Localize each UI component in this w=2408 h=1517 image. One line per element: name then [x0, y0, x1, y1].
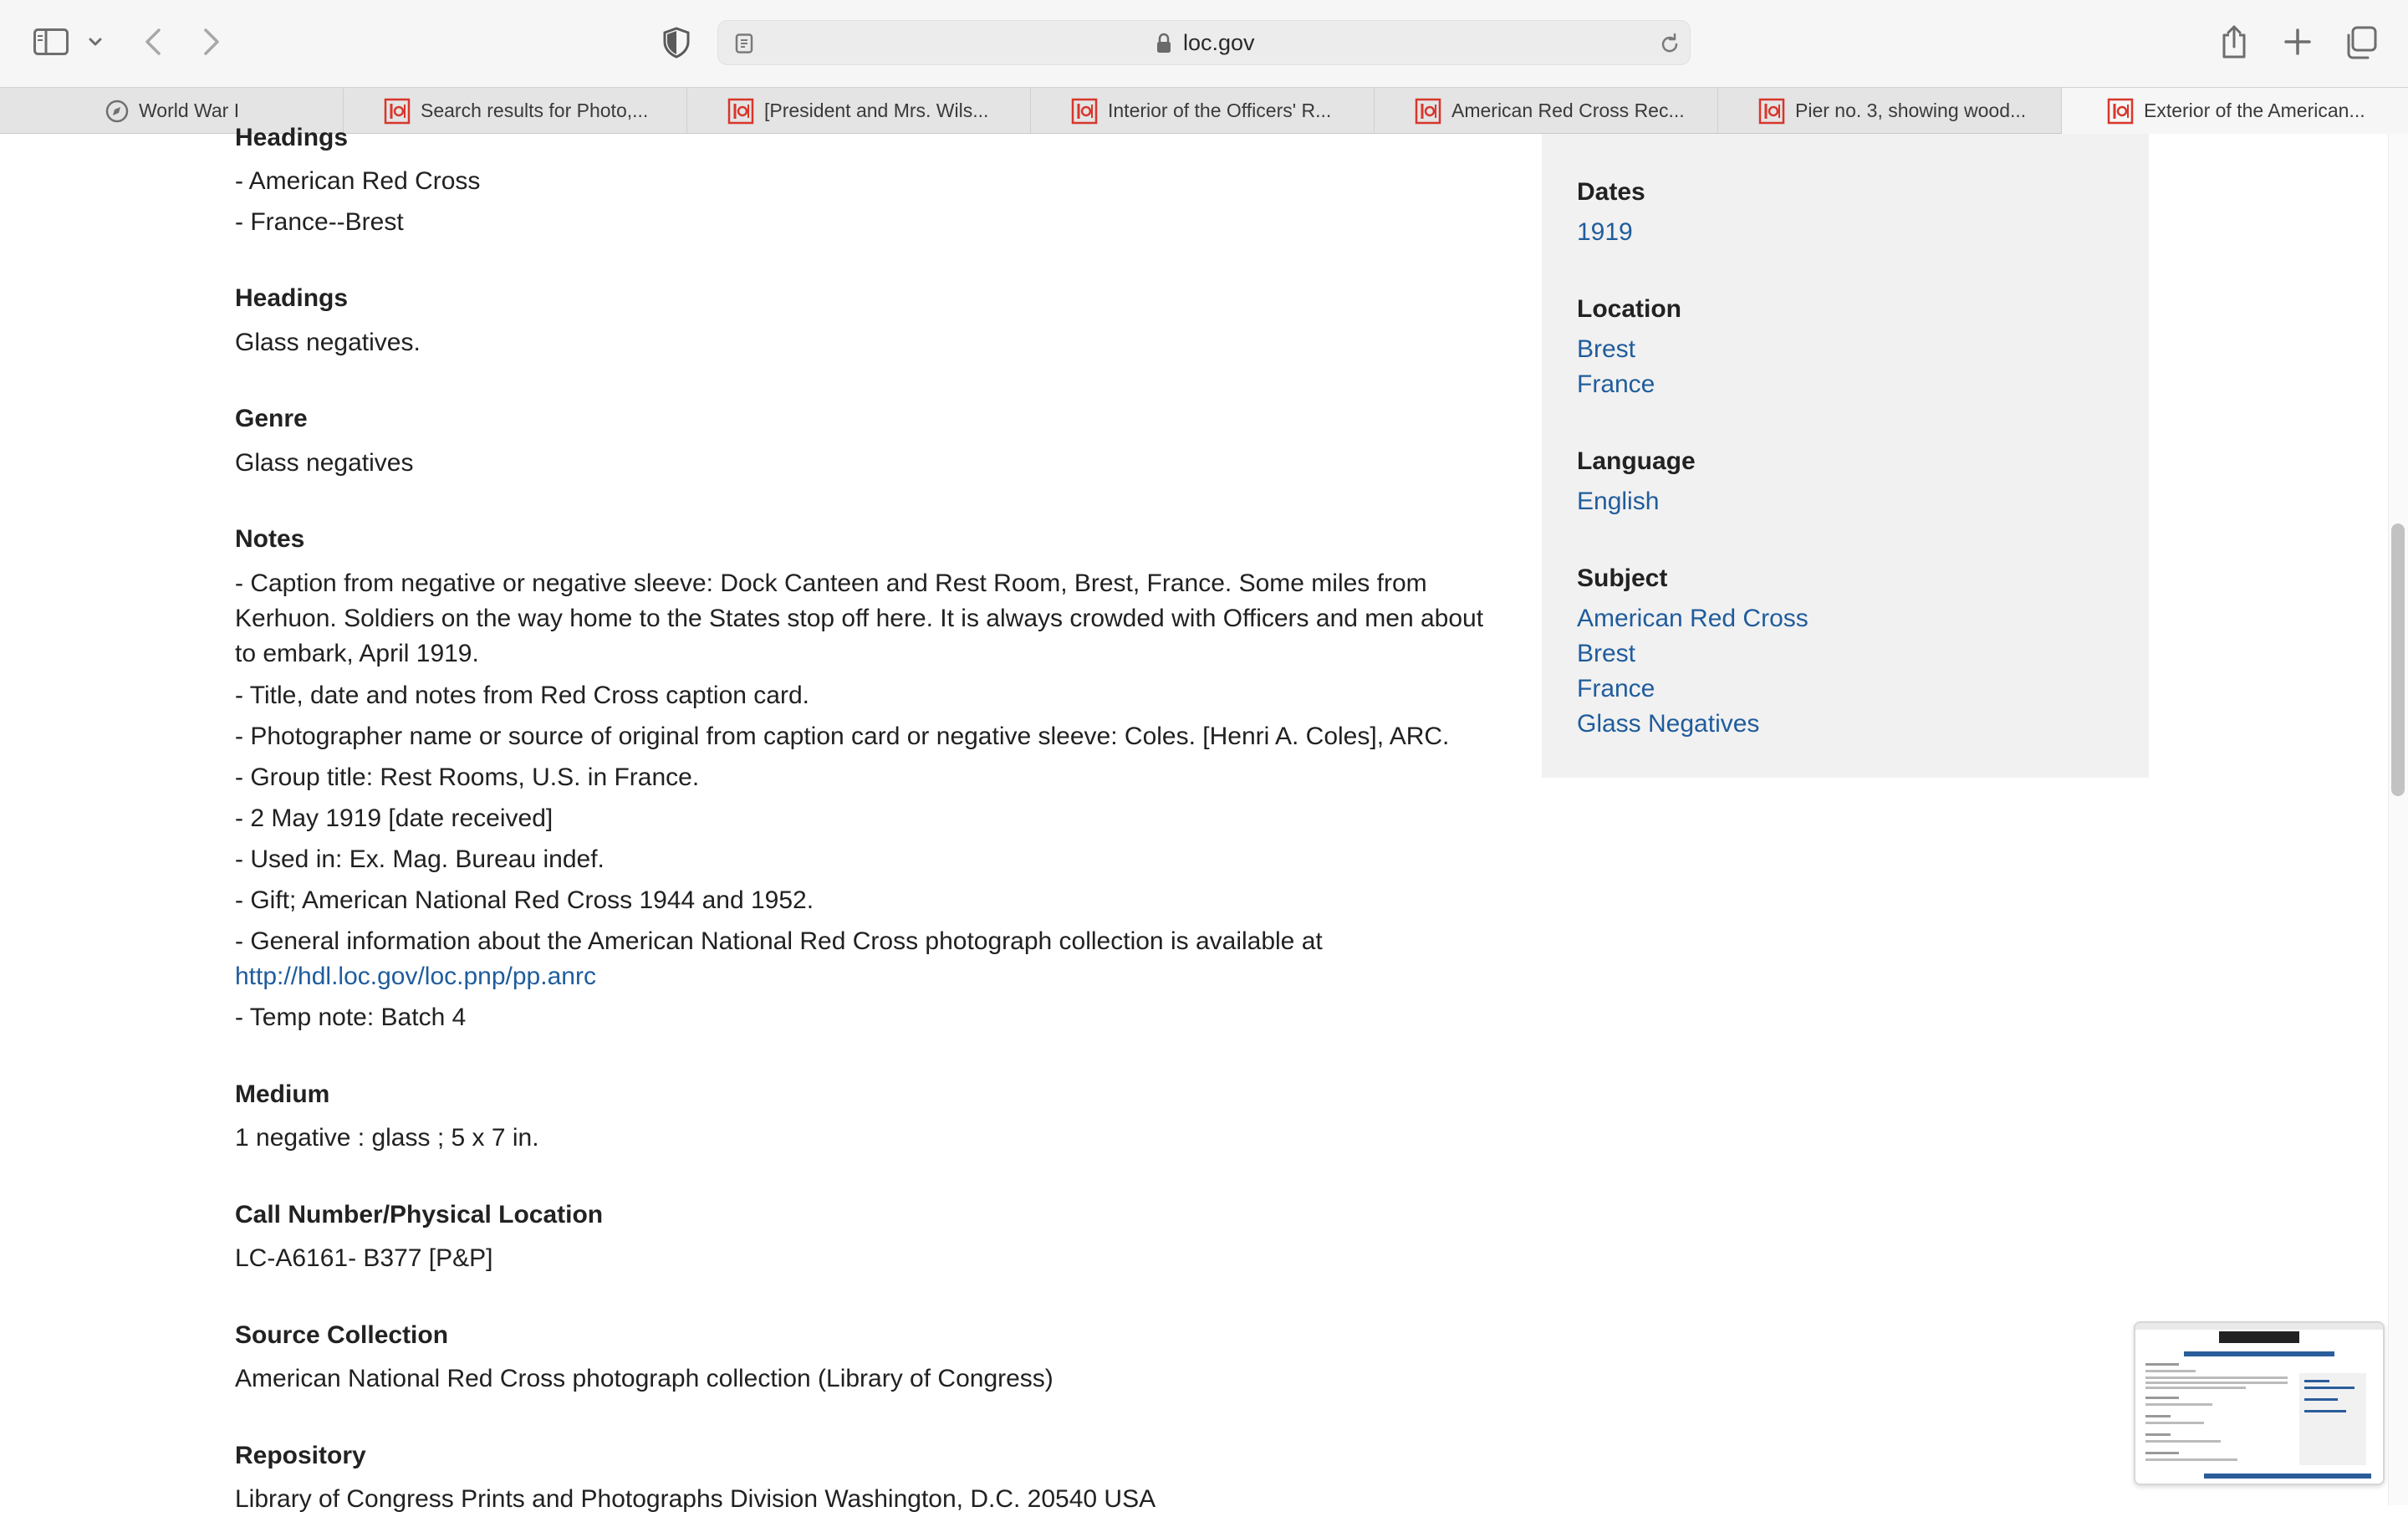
loc-logo-icon [384, 98, 411, 125]
source-collection-label: Source Collection [235, 1321, 449, 1349]
privacy-shield-icon[interactable] [662, 27, 691, 59]
collection-info-link[interactable]: http://hdl.loc.gov/loc.pnp/pp.anrc [235, 963, 596, 990]
scrollbar-track[interactable] [2388, 134, 2408, 1505]
facet-link-location[interactable]: France [1577, 370, 1656, 398]
subject-label: Subject [1577, 564, 1668, 592]
facet-link-language[interactable]: English [1577, 488, 1660, 515]
notes-item: - 2 May 1919 [date received] [235, 804, 554, 832]
tab-pier-no-3[interactable] [1718, 88, 2062, 134]
tab-label: Interior of the Officers' R... [1108, 100, 1332, 121]
url-text: loc.gov [1183, 30, 1255, 55]
tab-overview-icon[interactable] [2343, 25, 2378, 60]
tab-label: Search results for Photo,... [421, 100, 649, 121]
loc-logo-icon [1415, 98, 1441, 125]
back-arrow-icon[interactable] [140, 27, 167, 57]
headings-value: Glass negatives. [235, 329, 421, 356]
tab-american-red-cross[interactable] [1375, 88, 1718, 134]
notes-item: - General information about the American National Red Cross photograph collection is available at [235, 927, 1323, 955]
medium-label: Medium [235, 1080, 330, 1108]
tab-label: American Red Cross Rec... [1451, 100, 1685, 121]
page-thumbnail-preview[interactable] [2134, 1321, 2385, 1485]
facet-link-subject[interactable]: Glass Negatives [1577, 710, 1760, 738]
notes-item: - Title, date and notes from Red Cross caption card. [235, 682, 809, 709]
scrollbar-thumb[interactable] [2391, 524, 2405, 796]
facet-link-subject[interactable]: France [1577, 675, 1656, 702]
notes-caption: - Caption from negative or negative sleeve: Dock Canteen and Rest Room, Brest, France. Some miles from Kerhuon. Soldiers on the way home to the States stop off here. It is always crowded with Officers and men about to embark, April 1919. [235, 570, 1484, 667]
share-icon[interactable] [2219, 23, 2249, 60]
notes-item: - Gift; American National Red Cross 1944 and 1952. [235, 886, 814, 914]
loc-logo-icon [1758, 98, 1785, 125]
notes-label: Notes [235, 525, 305, 553]
lock-icon [1155, 33, 1173, 54]
page-info-icon[interactable] [735, 33, 753, 54]
tab-president-mrs-wilson[interactable] [687, 88, 1031, 134]
heading-item: - France--Brest [235, 208, 404, 236]
address-bar[interactable] [717, 20, 1691, 65]
tab-interior-officers[interactable] [1031, 88, 1375, 134]
tab-strip [0, 87, 2408, 134]
repository-label: Repository [235, 1442, 366, 1469]
call-number-value: LC-A6161- B377 [P&P] [235, 1244, 493, 1272]
forward-arrow-icon[interactable] [197, 27, 224, 57]
facet-link-location[interactable]: Brest [1577, 335, 1636, 363]
browser-toolbar [0, 0, 2408, 87]
source-collection-value: American National Red Cross photograph collection (Library of Congress) [235, 1365, 1054, 1392]
headings-label: Headings [235, 284, 349, 312]
reload-icon[interactable] [1658, 33, 1681, 56]
compass-icon [104, 98, 130, 125]
sidebar-toggle-icon[interactable] [33, 28, 69, 55]
notes-item: - Photographer name or source of original from caption card or negative sleeve: Coles. [Henri A. Coles], ARC. [235, 723, 1450, 750]
facet-link-date[interactable]: 1919 [1577, 218, 1633, 246]
notes-item: - Group title: Rest Rooms, U.S. in France. [235, 764, 700, 791]
tab-label: Pier no. 3, showing wood... [1795, 100, 2027, 121]
facet-link-subject[interactable]: Brest [1577, 640, 1636, 667]
tab-label: World War I [139, 100, 240, 121]
notes-item: - Used in: Ex. Mag. Bureau indef. [235, 845, 605, 873]
language-label: Language [1577, 447, 1696, 475]
medium-value: 1 negative : glass ; 5 x 7 in. [235, 1124, 539, 1152]
page-thumbnail-image [2135, 1323, 2383, 1484]
new-tab-plus-icon[interactable] [2281, 25, 2314, 59]
chevron-down-icon[interactable] [87, 33, 104, 50]
call-number-label: Call Number/Physical Location [235, 1201, 604, 1228]
loc-logo-icon [727, 98, 754, 125]
genre-value: Glass negatives [235, 449, 414, 477]
tab-label: [President and Mrs. Wils... [764, 100, 989, 121]
heading-item: - American Red Cross [235, 167, 481, 195]
facet-sidebar [1542, 134, 2149, 778]
loc-logo-icon [2107, 98, 2134, 125]
dates-label: Dates [1577, 178, 1645, 206]
location-label: Location [1577, 295, 1681, 323]
notes-item: - Temp note: Batch 4 [235, 1004, 467, 1031]
tab-label: Exterior of the American... [2144, 100, 2365, 121]
genre-label: Genre [235, 405, 308, 432]
tab-search-results[interactable] [344, 88, 687, 134]
repository-value: Library of Congress Prints and Photographs Division Washington, D.C. 20540 USA [235, 1485, 1156, 1513]
headings-label: Headings [235, 124, 349, 151]
tab-exterior-american-active[interactable] [2062, 88, 2408, 134]
facet-link-subject[interactable]: American Red Cross [1577, 605, 1809, 632]
loc-logo-icon [1071, 98, 1098, 125]
